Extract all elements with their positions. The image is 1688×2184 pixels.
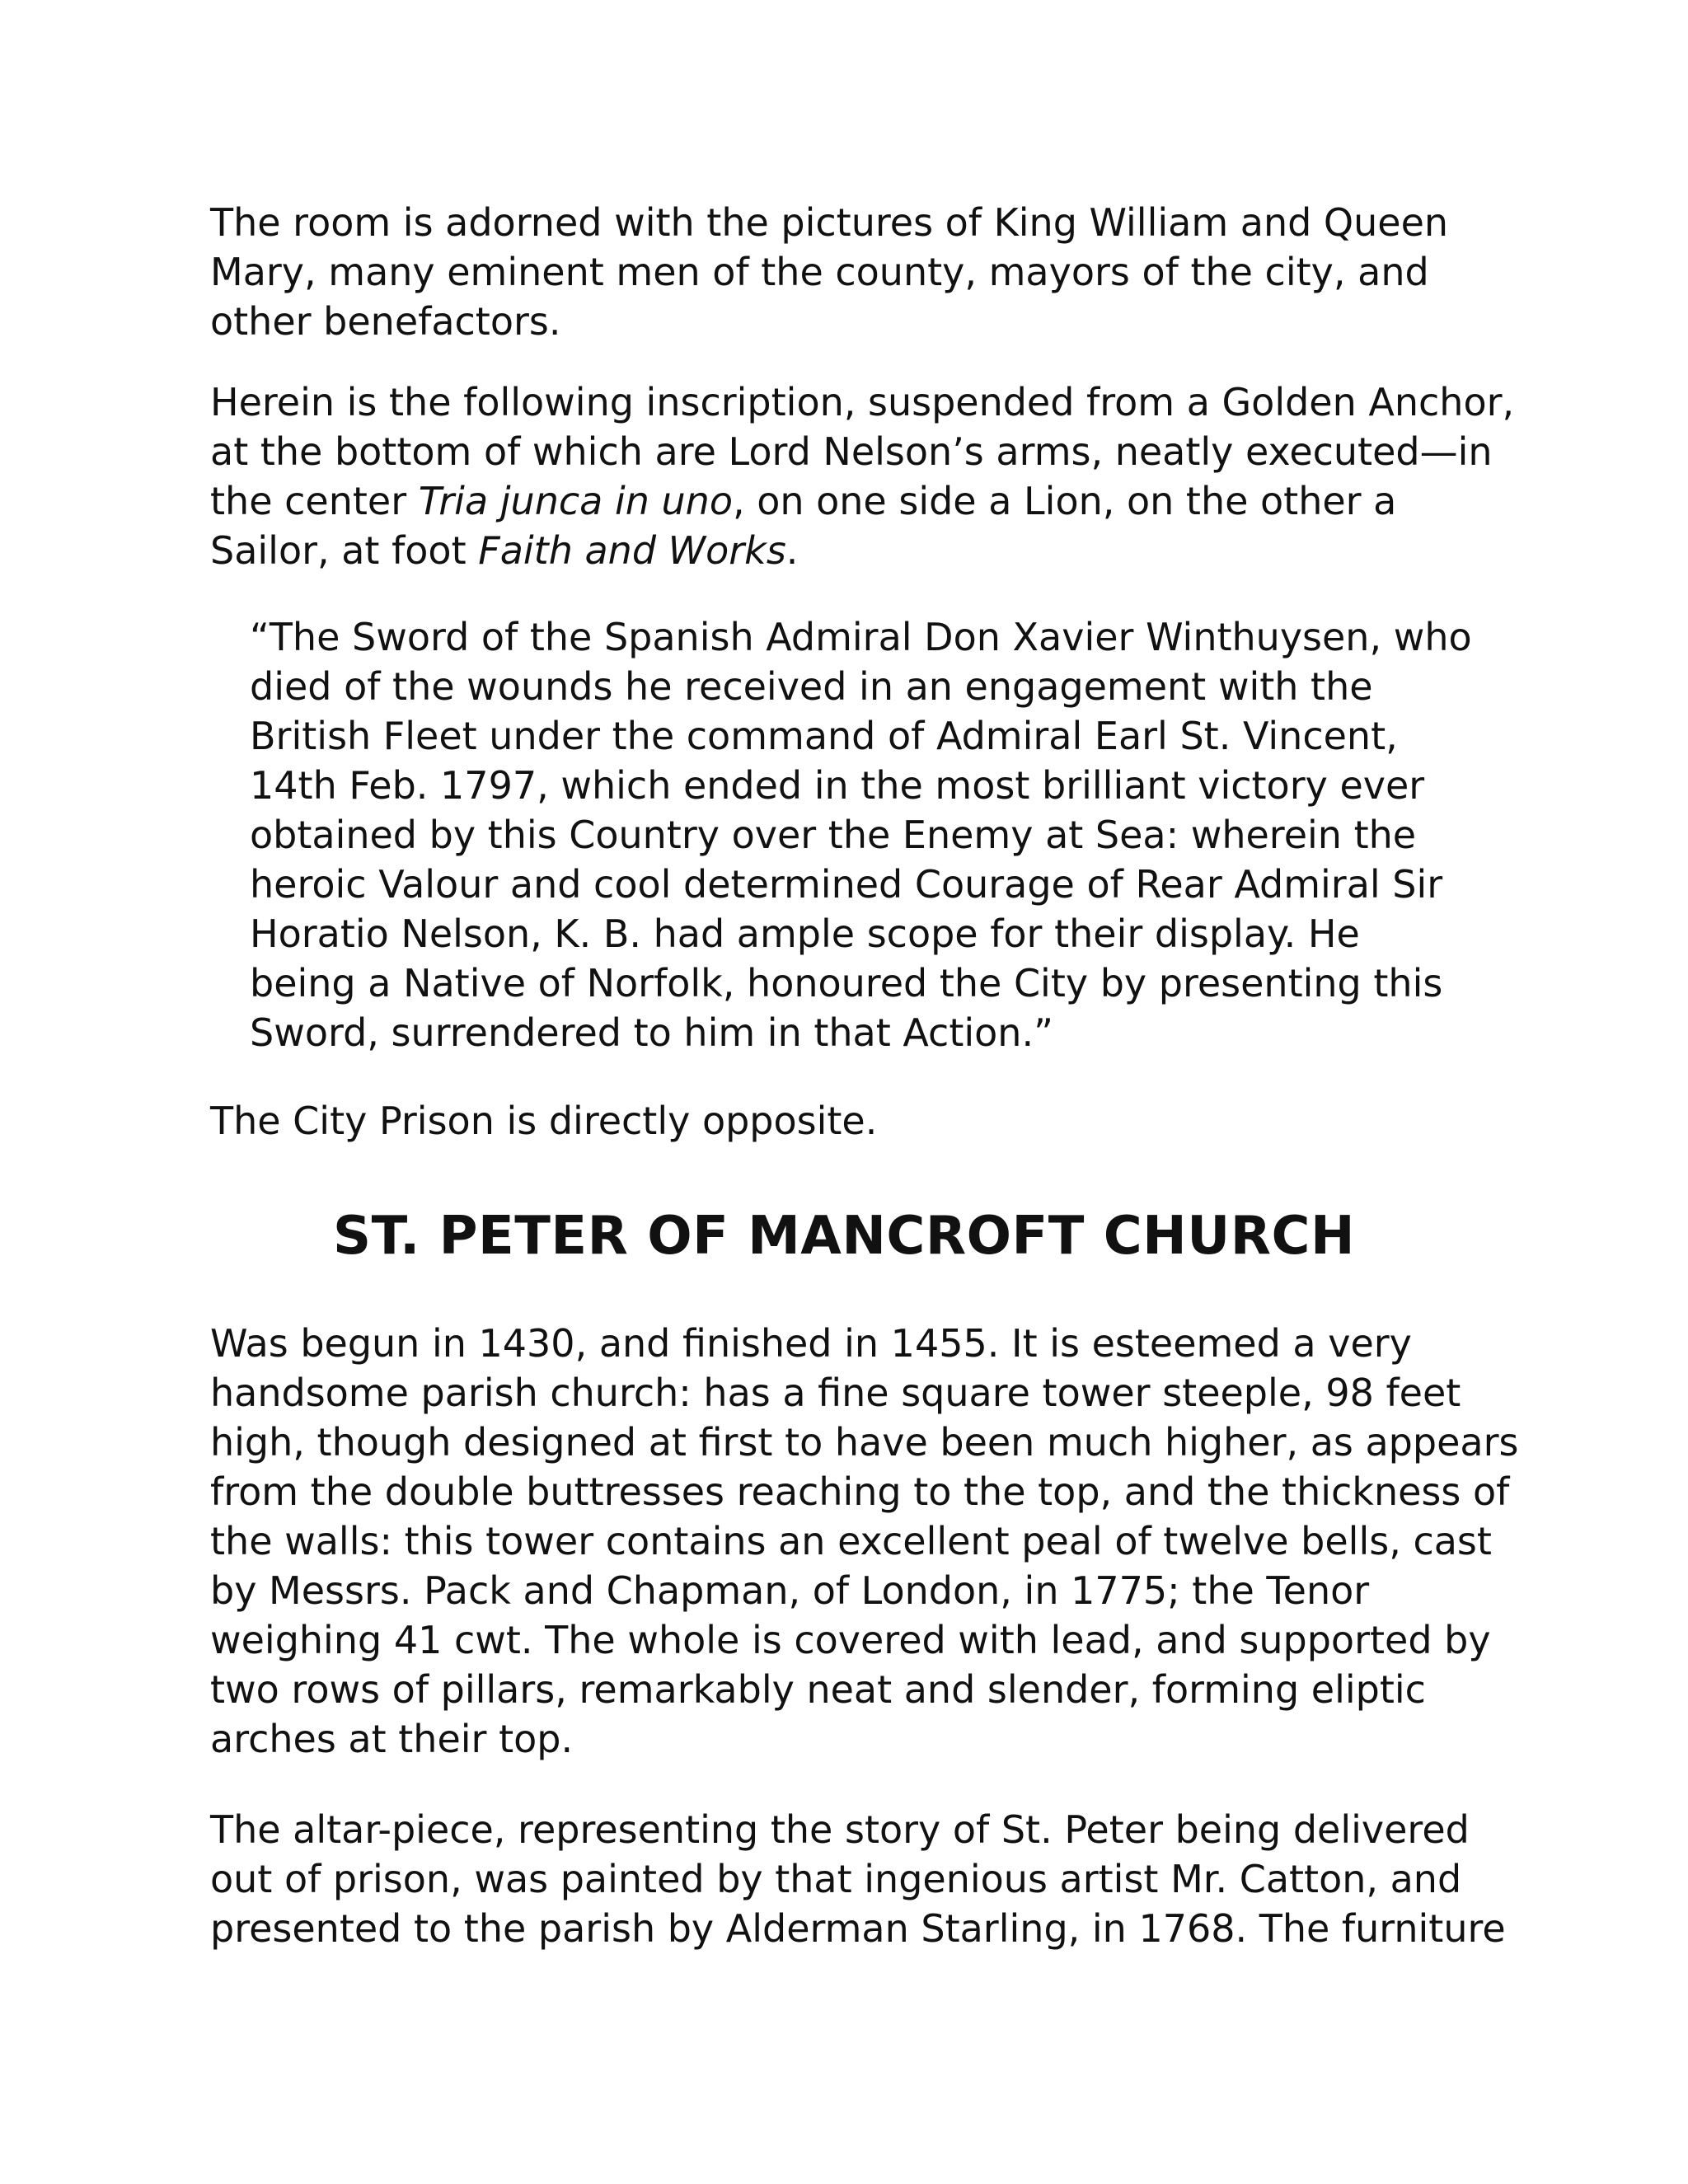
text-line (210, 476, 1514, 526)
text-line: Herein is the following inscription, suspended from a Golden Anchor, (210, 380, 1515, 424)
text-run: Sailor, at foot (210, 528, 479, 573)
quote-line: heroic Valour and cool determined Courage of Rear Admiral Sir (250, 862, 1443, 907)
text-run: , on one side a Lion, on the other a (732, 479, 1397, 523)
text-line: two rows of pillars, remarkably neat and slender, forming eliptic (210, 1667, 1426, 1712)
italic-latin-motto: Tria junca in uno (418, 479, 733, 523)
text-line: by Messrs. Pack and Chapman, of London, in 1775; the Tenor (210, 1568, 1370, 1613)
paragraph-altar-piece (210, 1805, 1506, 1953)
quote-line: Sword, surrendered to him in that Action.” (250, 1010, 1053, 1055)
text-line: The City Prison is directly opposite. (210, 1099, 878, 1143)
text-line: The altar-piece, representing the story of St. Peter being delivered (210, 1807, 1470, 1852)
text-line: presented to the parish by Alderman Starling, in 1768. The furniture (210, 1906, 1506, 1951)
text-line: handsome parish church: has a fine square tower steeple, 98 feet (210, 1371, 1461, 1415)
inscription-quote (250, 612, 1472, 1057)
text-line: Was begun in 1430, and finished in 1455. It is esteemed a very (210, 1321, 1412, 1366)
text-line: other benefactors. (210, 299, 561, 344)
text-line: Mary, many eminent men of the county, mayors of the city, and (210, 250, 1429, 294)
text-line (210, 526, 1514, 575)
quote-line: 14th Feb. 1797, which ended in the most brilliant victory ever (250, 763, 1425, 808)
paragraph-church-history (210, 1319, 1518, 1764)
quote-line: Horatio Nelson, K. B. had ample scope for their display. He (250, 912, 1360, 956)
text-run: . (785, 528, 799, 573)
text-line: at the bottom of which are Lord Nelson’s arms, neatly executed—in (210, 429, 1493, 474)
text-line: weighing 41 cwt. The whole is covered with lead, and supported by (210, 1618, 1491, 1662)
italic-motto: Faith and Works (478, 528, 786, 573)
text-line: the walls: this tower contains an excellent peal of twelve bells, cast (210, 1519, 1492, 1563)
text-run: the center (210, 479, 419, 523)
text-line: high, though designed at first to have been much higher, as appears (210, 1420, 1519, 1465)
quote-line: “The Sword of the Spanish Admiral Don Xavier Winthuysen, who (250, 615, 1472, 659)
text-line: arches at their top. (210, 1717, 574, 1761)
quote-line: obtained by this Country over the Enemy at Sea: wherein the (250, 813, 1417, 857)
quote-line: died of the wounds he received in an engagement with the (250, 664, 1373, 709)
quote-line: British Fleet under the command of Admiral Earl St. Vincent, (250, 714, 1398, 758)
section-heading: ST. PETER OF MANCROFT CHURCH (333, 1206, 1355, 1267)
paragraph-city-prison (210, 1096, 877, 1146)
quote-line: being a Native of Norfolk, honoured the City by presenting this (250, 961, 1443, 1005)
text-line: The room is adorned with the pictures of King William and Queen (210, 200, 1449, 245)
paragraph-portraits (210, 198, 1448, 346)
text-line: out of prison, was painted by that ingenious artist Mr. Catton, and (210, 1857, 1462, 1901)
text-line: from the double buttresses reaching to the top, and the thickness of (210, 1469, 1510, 1514)
paragraph-inscription-intro (210, 377, 1514, 575)
